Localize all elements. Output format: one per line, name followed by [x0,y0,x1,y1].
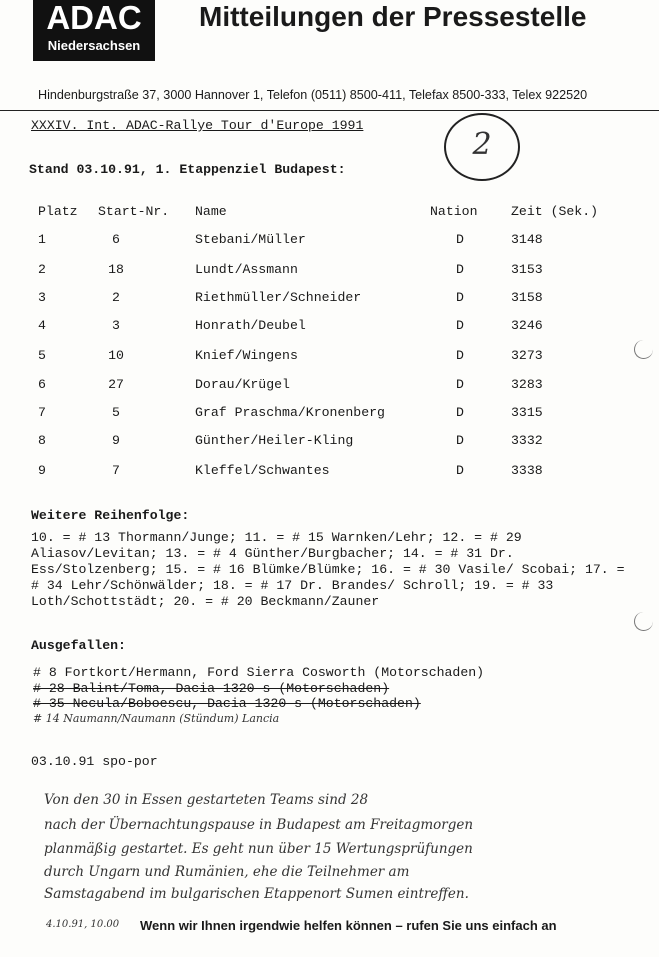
cell-start-nr: 3 [112,318,120,333]
header-divider [0,110,659,111]
cell-zeit: 3315 [511,405,543,420]
cell-nation: D [456,318,464,333]
handwritten-line: planmäßig gestartet. Es geht nun über 15 Wertungsprüfungen [44,841,473,857]
weitere-paragraph: 10. = # 13 Thormann/Junge; 11. = # 15 Warnken/Lehr; 12. = # 29 Aliasov/Levitan; 13. = # 4 Günther/Burgbacher; 14. = # 31 Dr. Ess/Stolzenberg; 15. = # 16 Blümke/Blümke; 16. = # 30 Vasile/ Scobai; 17. = # 34 Lehr/Schönwälder; 18. = # 17 Dr. Brandes/ Schroll; 19. = # 33 Loth/Schottstädt; 20. = # 20 Beckmann/Zauner [31,530,625,609]
cell-zeit: 3283 [511,377,543,392]
handwritten-line: Von den 30 in Essen gestarteten Teams sind 28 [44,792,369,808]
table-row [0,463,659,491]
cell-platz: 3 [38,290,46,305]
cell-platz: 2 [38,262,46,277]
cell-start-nr: 10 [108,348,124,363]
ausgefallen-heading: Ausgefallen: [31,638,126,653]
table-row [0,290,659,318]
cell-start-nr: 5 [112,405,120,420]
address-line: Hindenburgstraße 37, 3000 Hannover 1, Telefon (0511) 8500-411, Telefax 8500-333, Telex 922520 [38,88,588,102]
retired-entry-struck: # 28 Balint/Toma, Dacia 1320 s (Motorschaden) [33,681,390,696]
cell-nation: D [456,463,464,478]
cell-start-nr: 27 [108,377,124,392]
header-nation: Nation [430,204,478,219]
logo-subtitle: Niedersachsen [47,38,141,53]
page-title: Mitteilungen der Pressestelle [199,1,587,32]
header-start-nr: Start-Nr. [98,204,170,219]
table-row [0,405,659,433]
cell-zeit: 3158 [511,290,543,305]
cell-name: Riethmüller/Schneider [195,290,362,305]
handwritten-date: 4.10.91, 10.00 [46,919,120,930]
cell-start-nr: 9 [112,433,120,448]
cell-zeit: 3148 [511,232,543,247]
cell-name: Graf Praschma/Kronenberg [195,405,385,420]
cell-platz: 1 [38,232,46,247]
table-row [0,232,659,260]
table-row [0,318,659,346]
logo-word: ADAC [46,0,142,36]
cell-nation: D [456,290,464,305]
cell-platz: 7 [38,405,46,420]
table-row [0,348,659,376]
cell-platz: 9 [38,463,46,478]
cell-zeit: 3332 [511,433,543,448]
rally-title: XXXIV. Int. ADAC-Rallye Tour d'Europe 1991 [31,118,364,133]
cell-start-nr: 18 [108,262,124,277]
table-header [0,204,659,224]
cell-nation: D [456,232,464,247]
table-row [0,262,659,290]
table-row [0,377,659,405]
standings-heading: Stand 03.10.91, 1. Etappenziel Budapest: [29,162,346,177]
cell-name: Kleffel/Schwantes [195,463,330,478]
date-line: 03.10.91 spo-por [31,754,158,769]
handwritten-line: Samstagabend im bulgarischen Etappenort Sumen eintreffen. [44,886,469,902]
retired-entry: # 8 Fortkort/Hermann, Ford Sierra Cosworth (Motorschaden) [33,665,485,680]
handwritten-retired-entry: # 14 Naumann/Naumann (Stündum) Lancia [33,712,280,725]
punch-hole-mark [634,612,653,631]
header-platz: Platz [38,204,78,219]
cell-name: Honrath/Deubel [195,318,306,333]
cell-name: Knief/Wingens [195,348,298,363]
page-number-circle [444,113,520,181]
cell-zeit: 3153 [511,262,543,277]
handwritten-line: nach der Übernachtungspause in Budapest am Freitagmorgen [44,817,474,833]
cell-name: Stebani/Müller [195,232,306,247]
cell-zeit: 3246 [511,318,543,333]
cell-nation: D [456,262,464,277]
cell-start-nr: 2 [112,290,120,305]
cell-zeit: 3273 [511,348,543,363]
cell-nation: D [456,348,464,363]
table-row [0,433,659,461]
cell-name: Günther/Heiler-Kling [195,433,354,448]
cell-platz: 5 [38,348,46,363]
cell-name: Lundt/Assmann [195,262,298,277]
header-zeit: Zeit (Sek.) [511,204,599,219]
cell-platz: 6 [38,377,46,392]
cell-zeit: 3338 [511,463,543,478]
cell-nation: D [456,433,464,448]
cell-platz: 4 [38,318,46,333]
adac-logo [33,0,155,61]
punch-hole-mark [634,340,653,359]
cell-nation: D [456,377,464,392]
cell-start-nr: 6 [112,232,120,247]
header-name: Name [195,204,227,219]
cell-start-nr: 7 [112,463,120,478]
footer-slogan: Wenn wir Ihnen irgendwie helfen können – rufen Sie uns einfach an [140,918,557,933]
retired-entry-struck: # 35 Necula/Boboescu, Dacia 1320 s (Motorschaden) [33,696,421,711]
cell-platz: 8 [38,433,46,448]
cell-nation: D [456,405,464,420]
handwritten-line: durch Ungarn und Rumänien, ehe die Teilnehmer am [44,864,410,880]
circled-number: 2 [472,127,492,162]
weitere-heading: Weitere Reihenfolge: [31,508,190,523]
cell-name: Dorau/Krügel [195,377,290,392]
results-table [0,232,659,492]
